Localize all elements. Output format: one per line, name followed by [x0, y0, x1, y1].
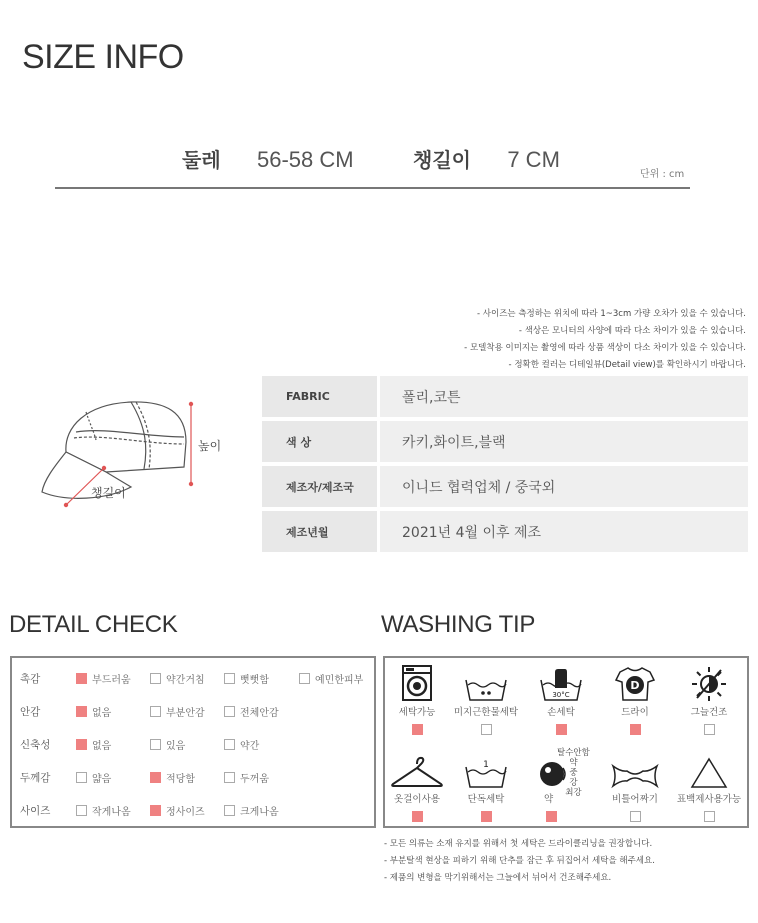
- spec-key: FABRIC: [262, 376, 377, 417]
- spec-value: 폴리,코튼: [380, 376, 748, 417]
- checkbox-checked: [481, 811, 492, 822]
- option-label: 없음: [92, 741, 112, 752]
- detail-row-thickness: [12, 768, 374, 788]
- wash-label: 미지근한물세탁: [453, 707, 519, 718]
- spin-level: 최강: [565, 788, 582, 798]
- bleach-icon: [672, 749, 746, 789]
- detail-check-title: DETAIL CHECK: [9, 611, 178, 638]
- hand-wash-icon: [524, 662, 598, 702]
- spec-key: 색 상: [262, 421, 377, 462]
- spin-level: 중: [569, 768, 578, 778]
- spec-value: 2021년 4월 이후 제조: [380, 511, 748, 552]
- note-line: - 색상은 모니터의 사양에 따라 다소 차이가 있을 수 있습니다.: [518, 326, 746, 336]
- brim-length-value: 7 CM: [507, 147, 560, 172]
- wash-item-lukewarm: [449, 662, 523, 739]
- wash-note-line: - 제품의 변형을 막기위해서는 그늘에서 뉘어서 건조해주세요.: [384, 873, 612, 883]
- checkbox: [150, 739, 161, 750]
- checkbox-checked: [76, 739, 87, 750]
- spec-row-fabric: [262, 376, 748, 417]
- option-label: 얇음: [92, 774, 112, 785]
- detail-option: [76, 671, 131, 686]
- wash-label: 표백제사용가능: [676, 794, 742, 805]
- checkbox: [630, 811, 641, 822]
- brim-label: 챙길이: [91, 486, 126, 500]
- wash-note-line: - 모든 의류는 소재 유지를 위해서 첫 세탁은 드라이클리닝을 권장합니다.: [384, 839, 653, 849]
- single-wash-icon: [449, 749, 523, 789]
- option-label: 두꺼움: [240, 774, 269, 785]
- washing-tip-title: WASHING TIP: [381, 611, 536, 638]
- spec-key: 제조자/제조국: [262, 466, 377, 507]
- wash-item-single: [449, 749, 523, 826]
- spec-row-color: [262, 421, 748, 462]
- detail-row-touch: [12, 669, 374, 689]
- wash-note-line: - 부분탈색 현상을 피하기 위해 단추를 잠근 후 뒤집어서 세탁을 해주세요.: [384, 856, 655, 866]
- detail-row-size: [12, 801, 374, 821]
- height-label: 높이: [198, 439, 222, 453]
- detail-option: [224, 803, 279, 818]
- detail-row-stretch: [12, 735, 374, 755]
- hanger-icon: [380, 749, 454, 789]
- spin-level: 강: [569, 778, 578, 788]
- detail-option: [76, 737, 111, 752]
- wash-item-shade-dry: [672, 662, 746, 739]
- option-label: 약간: [240, 741, 260, 752]
- checkbox: [704, 724, 715, 735]
- detail-option: [150, 704, 205, 719]
- option-label: 뻣뻣함: [240, 675, 269, 686]
- hand-wash-temp: 30°C: [552, 691, 570, 699]
- detail-option: [76, 803, 131, 818]
- checkbox-checked: [76, 673, 87, 684]
- wring-icon: [598, 749, 672, 789]
- size-notes: [464, 306, 746, 374]
- checkbox: [224, 739, 235, 750]
- detail-option: [224, 671, 269, 686]
- height-marker: [189, 402, 193, 486]
- option-label: 작게나옴: [92, 807, 131, 818]
- wash-label: 드라이: [621, 707, 649, 718]
- wash-item-machine: [380, 662, 454, 739]
- spin-levels: [557, 748, 590, 798]
- option-label: 있음: [166, 741, 186, 752]
- shade-dry-icon: [672, 662, 746, 702]
- checkbox: [224, 805, 235, 816]
- checkbox: [150, 706, 161, 717]
- wash-label: 옷걸이사용: [394, 794, 440, 805]
- checkbox: [76, 805, 87, 816]
- option-label: 없음: [92, 708, 112, 719]
- option-label: 부분안감: [166, 708, 205, 719]
- wash-label: 손세탁: [547, 707, 575, 718]
- detail-option: [224, 737, 259, 752]
- spin-level: 탈수안함: [557, 748, 590, 758]
- size-divider: [55, 187, 690, 189]
- washing-tip-box: [383, 656, 749, 828]
- spec-row-manufacturer: [262, 466, 748, 507]
- option-label: 전체안감: [240, 708, 279, 719]
- unit-note: 단위 : cm: [640, 169, 685, 180]
- dry-clean-letter: D: [630, 679, 640, 692]
- detail-row-label: 안감: [20, 706, 41, 718]
- wash-label: 약: [544, 794, 554, 805]
- brim-length-label: 챙길이: [413, 148, 471, 172]
- wash-label: 그늘건조: [690, 707, 728, 718]
- checkbox: [299, 673, 310, 684]
- wash-item-hanger: [380, 749, 454, 826]
- detail-option: [224, 770, 269, 785]
- detail-option: [150, 671, 205, 686]
- wash-item-dry: [598, 662, 672, 739]
- wash-item-hand: [524, 662, 598, 739]
- wash-label: 비틀어짜기: [612, 794, 658, 805]
- checkbox-checked: [412, 811, 423, 822]
- checkbox: [150, 673, 161, 684]
- checkbox: [224, 706, 235, 717]
- spec-value: 이니드 협력업체 / 중국외: [380, 466, 748, 507]
- note-line: - 정확한 컬러는 디테일뷰(Detail view)를 확인하시기 바랍니다.: [508, 360, 746, 370]
- detail-option: [224, 704, 279, 719]
- checkbox-checked: [150, 805, 161, 816]
- option-label: 적당함: [166, 774, 195, 785]
- dry-clean-icon: [598, 662, 672, 702]
- detail-row-label: 사이즈: [20, 805, 51, 817]
- checkbox-checked: [630, 724, 641, 735]
- option-label: 예민한피부: [315, 675, 364, 686]
- circumference-label: 둘레: [182, 148, 221, 172]
- detail-row-label: 두께감: [20, 772, 51, 784]
- checkbox: [76, 772, 87, 783]
- wash-item-wring: [598, 749, 672, 826]
- checkbox-checked: [556, 724, 567, 735]
- circumference-value: 56-58 CM: [257, 147, 354, 172]
- detail-option: [299, 671, 363, 686]
- checkbox-checked: [546, 811, 557, 822]
- detail-option: [150, 803, 205, 818]
- single-wash-number: 1: [483, 760, 489, 770]
- spec-key: 제조년월: [262, 511, 377, 552]
- checkbox-checked: [412, 724, 423, 735]
- spec-table: [262, 376, 748, 556]
- checkbox-checked: [150, 772, 161, 783]
- detail-option: [76, 770, 111, 785]
- spec-value: 카키,화이트,블랙: [380, 421, 748, 462]
- note-line: - 모델착용 이미지는 촬영에 따라 상품 색상이 다소 차이가 있을 수 있습니다.: [464, 343, 746, 353]
- size-info-title: SIZE INFO: [22, 38, 184, 76]
- wash-label: 단독세탁: [467, 794, 505, 805]
- hat-diagram: [36, 392, 246, 527]
- wash-item-bleach: [672, 749, 746, 826]
- circumference-measurement: [182, 144, 354, 173]
- detail-row-lining: [12, 702, 374, 722]
- option-label: 정사이즈: [166, 807, 205, 818]
- detail-row-label: 촉감: [20, 673, 41, 685]
- option-label: 부드러움: [92, 675, 131, 686]
- note-line: - 사이즈는 측정하는 위치에 따라 1~3cm 가량 오차가 있을 수 있습니다.: [477, 309, 746, 319]
- option-label: 크게나옴: [240, 807, 279, 818]
- washing-machine-icon: [380, 662, 454, 702]
- spec-row-date: [262, 511, 748, 552]
- brim-measurement: [413, 144, 560, 173]
- detail-row-label: 신축성: [20, 739, 51, 751]
- checkbox-checked: [76, 706, 87, 717]
- checkbox: [704, 811, 715, 822]
- wash-label: 세탁가능: [398, 707, 436, 718]
- detail-check-box: [10, 656, 376, 828]
- checkbox: [224, 673, 235, 684]
- detail-option: [150, 770, 195, 785]
- detail-option: [150, 737, 185, 752]
- checkbox: [481, 724, 492, 735]
- detail-option: [76, 704, 111, 719]
- option-label: 약간거침: [166, 675, 205, 686]
- checkbox: [224, 772, 235, 783]
- spin-level: 약: [569, 758, 578, 768]
- lukewarm-wash-icon: [449, 662, 523, 702]
- washing-notes: [384, 836, 655, 887]
